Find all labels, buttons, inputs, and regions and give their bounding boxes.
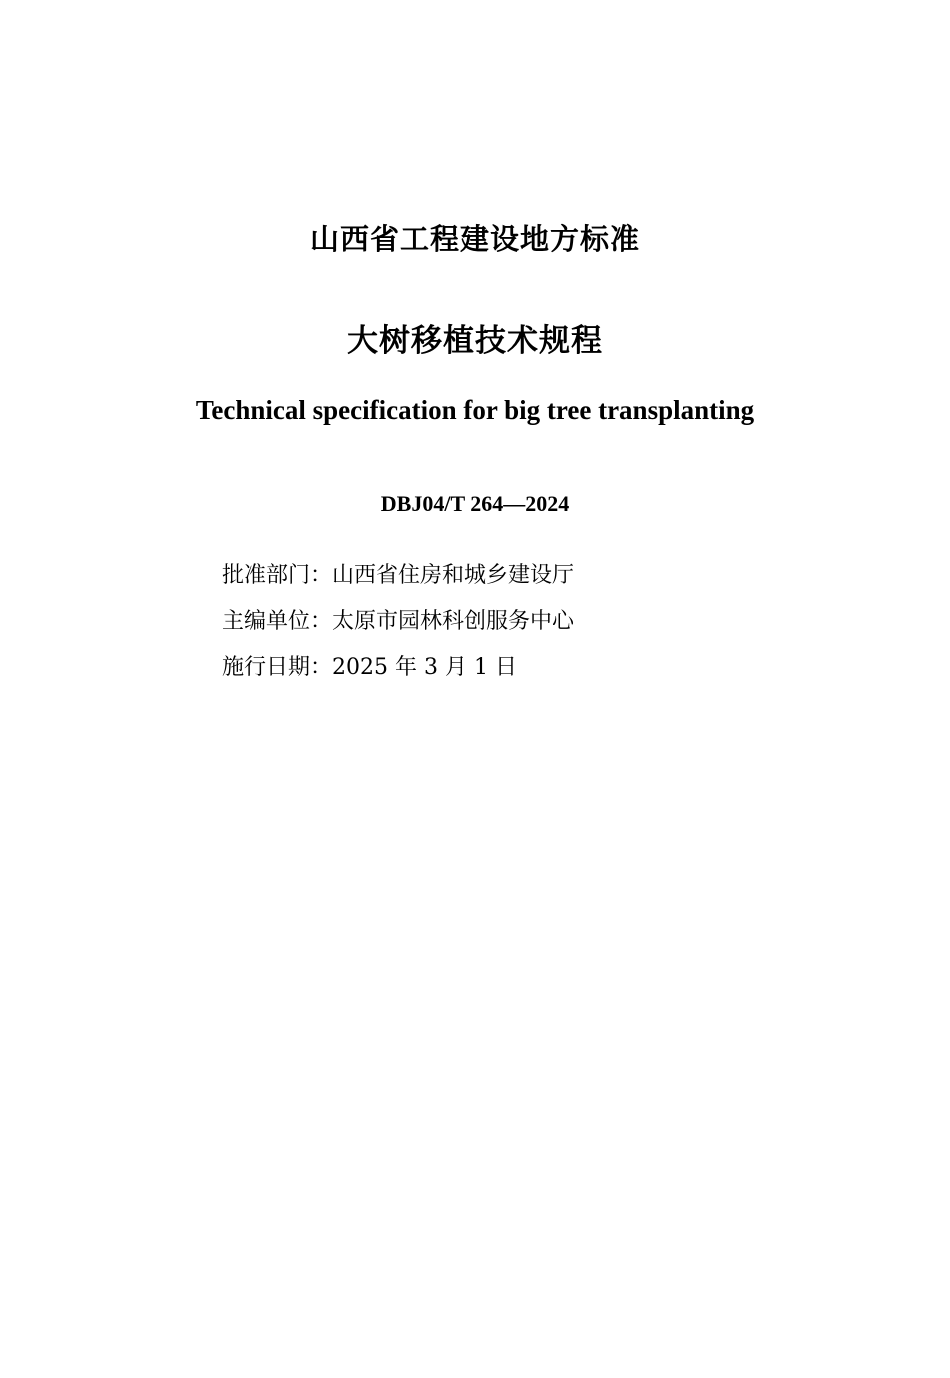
info-label: 施行日期： [222, 655, 333, 680]
info-label: 主编单位： [222, 609, 333, 634]
chief-editor-unit-row [222, 599, 574, 645]
info-value: 山西省住房和城乡建设厅 [332, 563, 575, 588]
document-title-chinese: 大树移植技术规程 [347, 323, 603, 359]
publication-info [222, 553, 574, 691]
info-value: 太原市园林科创服务中心 [332, 609, 575, 634]
approval-department-row [222, 553, 574, 599]
info-value: 2025 年 3 月 1 日 [332, 655, 517, 680]
effective-date-row [222, 645, 574, 691]
info-label: 批准部门： [222, 563, 333, 588]
document-title-english: Technical specification for big tree transplanting [195, 395, 755, 425]
series-title: 山西省工程建设地方标准 [309, 222, 640, 256]
standard-code: DBJ04/T 264—2024 [380, 491, 570, 516]
